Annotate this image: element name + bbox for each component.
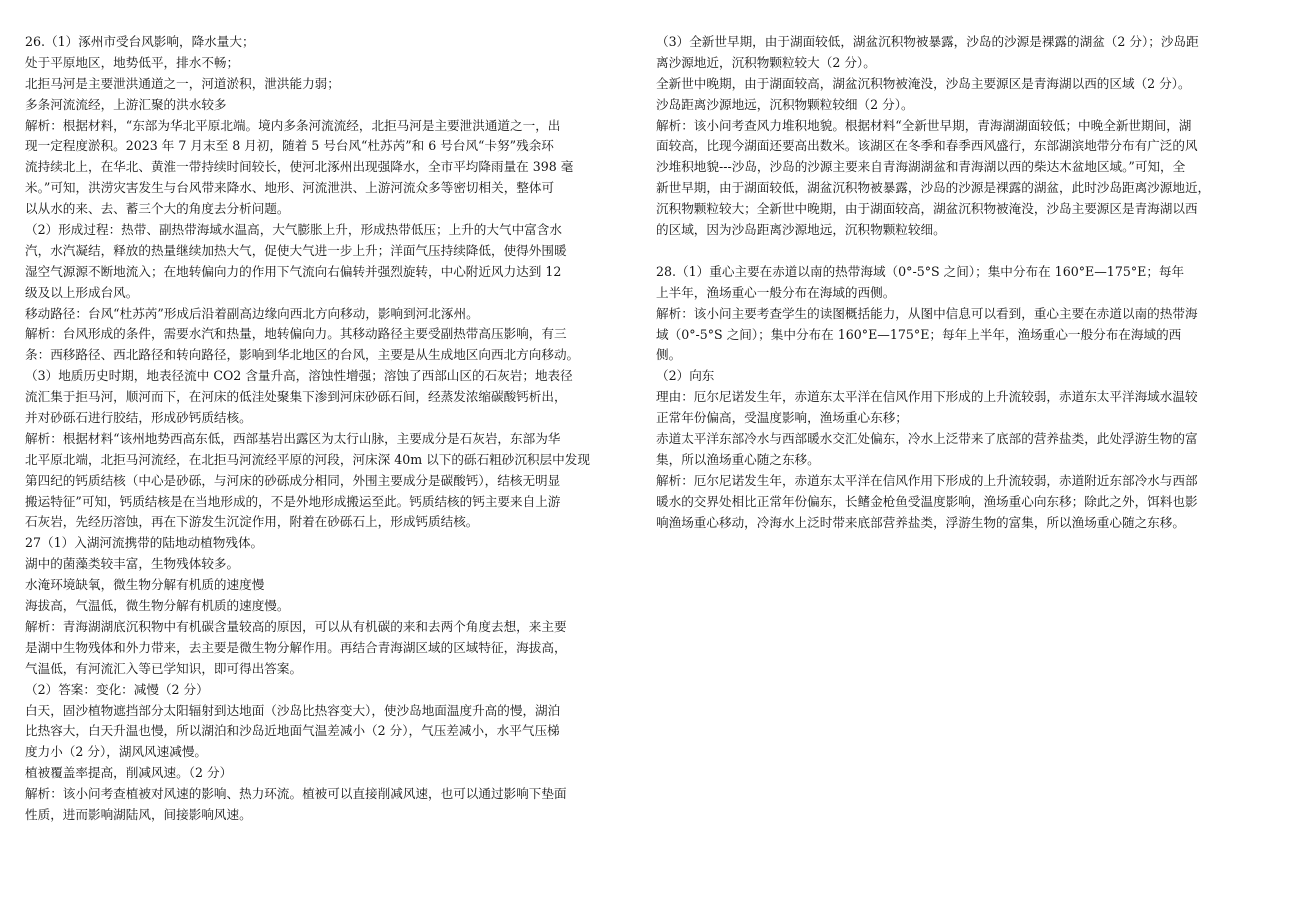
right-column-text-line: 沙堆积地貌---沙岛，沙岛的沙源主要来自青海湖湖盆和青海湖以西的柴达木盆地区域。”可知，全 <box>656 159 1186 175</box>
right-column-text-line: 沙岛距离沙源地远，沉积物颗粒较细（2 分）。 <box>656 96 914 112</box>
right-column-text-line: 解析：该小问主要考查学生的读图概括能力，从图中信息可以看到，重心主要在赤道以南的热带海 <box>656 305 1198 321</box>
left-column-text-line: 植被覆盖率提高，削减风速。（2 分） <box>25 765 233 781</box>
right-column-text-line: （2）向东 <box>656 368 715 384</box>
left-column-text-line: 26.（1）涿州市受台风影响，降水量大； <box>25 34 255 49</box>
left-column-text-line: 北拒马河是主要泄洪通道之一，河道淤积，泄洪能力弱； <box>25 75 340 91</box>
left-column <box>25 32 631 826</box>
left-column-text-line: 以从水的来、去、蓄三个大的角度去分析问题。 <box>25 201 290 217</box>
left-column-text-line: 解析：根据材料，“东部为华北平原北端。境内多条河流流经，北拒马河是主要泄洪通道之一，出 <box>25 117 561 133</box>
left-column-text-line: 海拔高，气温低，微生物分解有机质的速度慢。 <box>25 598 290 614</box>
left-column-text-line: 湖中的菌藻类较丰富，生物残体较多。 <box>25 556 240 572</box>
right-column-text-line: 响渔场重心移动，冷海水上泛时带来底部营养盐类，浮游生物的富集，所以渔场重心随之东移。 <box>656 514 1185 530</box>
left-column-text-line: 水淹环境缺氧，微生物分解有机质的速度慢 <box>25 577 265 593</box>
left-column-text-line: 移动路径：台风“杜苏芮”形成后沿着副高边缘向西北方向移动，影响到河北涿州。 <box>25 305 479 321</box>
right-column-text-line: （3）全新世早期，由于湖面较低，湖盆沉积物被暴露，沙岛的沙源是裸露的湖盆（2 分）；沙岛距 <box>656 34 1199 49</box>
right-column-text-line: 全新世中晚期，由于湖面较高，湖盆沉积物被淹没，沙岛主要源区是青海湖以西的区域（2 分）。 <box>656 75 1191 91</box>
left-column-text-line: 条：西移路径、西北路径和转向路径，影响到华北地区的台风，主要是从生成地区向西北方向移动。 <box>25 347 580 363</box>
right-column-text-line: 正常年份偏高，受温度影响，渔场重心东移； <box>656 410 908 426</box>
left-column-text-line: 度力小（2 分），湖风风速减慢。 <box>25 744 208 760</box>
left-column-text-line: （2）形成过程：热带、副热带海域水温高，大气膨胀上升，形成热带低压；上升的大气中富含水 <box>25 222 562 238</box>
right-column-text-line: 沉积物颗粒较大；全新世中晚期，由于湖面较高，湖盆沉积物被淹没，沙岛主要源区是青海湖以西 <box>656 201 1198 217</box>
left-column-text-line: 性质，进而影响湖陆风，间接影响风速。 <box>25 806 252 822</box>
right-column-text-line: 侧。 <box>656 347 682 363</box>
left-column-text-line: 流持续北上，在华北、黄淮一带持续时间较长，使河北涿州出现强降水，全市平均降雨量在 398 毫 <box>25 159 574 175</box>
left-column-text-line: 27（1）入湖河流携带的陆地动植物残体。 <box>25 535 264 551</box>
right-column-text-line: 集，所以渔场重心随之东移。 <box>656 451 820 467</box>
left-column-text-line: 是湖中生物残体和外力带来，去主要是微生物分解作用。再结合青海湖区域的区域特征，海拔高， <box>25 639 567 655</box>
left-column-text-line: （3）地质历史时期，地表径流中 CO2 含量升高，溶蚀性增强；溶蚀了西部山区的石灰岩；地表径 <box>25 368 573 384</box>
right-column-text-line: 离沙源地近，沉积物颗粒较大（2 分）。 <box>656 54 876 70</box>
left-column-text-line: 现一定程度淤积。2023 年 7 月末至 8 月初，随着 5 号台风“杜苏芮”和 6 号台风“卡努”残余环 <box>25 138 554 154</box>
right-column-text-line: 的区域，因为沙岛距离沙源地远，沉积物颗粒较细。 <box>656 222 946 238</box>
left-column-text-line: 比热容大，白天升温也慢，所以湖泊和沙岛近地面气温差减小（2 分），气压差减小，水平气压梯 <box>25 723 560 739</box>
right-column-text-line: 面较高，比现今湖面还要高出数米。该湖区在冬季和春季西风盛行，东部湖滨地带分布有广泛的风 <box>656 138 1198 154</box>
right-column-text-line: 解析：该小问考查风力堆积地貌。根据材料“全新世早期，青海湖湖面较低；中晚全新世期间，湖 <box>656 117 1192 133</box>
right-column-text-line: 赤道太平洋东部冷水与西部暖水交汇处偏东，冷水上泛带来了底部的营养盐类，此处浮游生物的富 <box>656 431 1198 447</box>
left-column-text-line: 气温低，有河流汇入等已学知识，即可得出答案。 <box>25 660 303 676</box>
left-column-text-line: 处于平原地区，地势低平，排水不畅； <box>25 54 240 70</box>
right-column-text-line: 域（0°-5°S 之间）；集中分布在 160°E—175°E；每年上半年，渔场重心一般分布在海域的西 <box>656 326 1182 342</box>
left-column-text-line: 米。”可知，洪涝灾害发生与台风带来降水、地形、河流泄洪、上游河流众多等密切相关，整体可 <box>25 180 555 196</box>
right-column-text-line: 上半年，渔场重心一般分布在海域的西侧。 <box>656 284 896 300</box>
left-column-text-line: 搬运特征”可知，钙质结核是在当地形成的，不是外地形成搬运至此。钙质结核的钙主要来自上游 <box>25 493 561 509</box>
left-column-text-line: 流汇集于拒马河，顺河而下，在河床的低洼处聚集下渗到河床砂砾石间，经蒸发浓缩碳酸钙析出， <box>25 389 567 405</box>
right-column <box>656 32 1264 533</box>
right-column-text-line: 暖水的交界处相比正常年份偏东，长鳍金枪鱼受温度影响，渔场重心向东移；除此之外，饵料也影 <box>656 493 1198 509</box>
right-column-text-line: 理由：厄尔尼诺发生年，赤道东太平洋在信风作用下形成的上升流较弱，赤道东太平洋海域水温较 <box>656 389 1198 405</box>
left-column-text-line: 石灰岩，先经历溶蚀，再在下游发生沉淀作用，附着在砂砾石上，形成钙质结核。 <box>25 514 479 530</box>
right-column-text-line: 解析：厄尔尼诺发生年，赤道东太平洋在信风作用下形成的上升流较弱，赤道附近东部冷水与西部 <box>656 472 1198 488</box>
left-column-text-line: 白天，固沙植物遮挡部分太阳辐射到达地面（沙岛比热容变大），使沙岛地面温度升高的慢，湖泊 <box>25 702 561 718</box>
right-column-text-line: 新世早期，由于湖面较低，湖盆沉积物被暴露，沙岛的沙源是裸露的湖盆，此时沙岛距离沙源地近， <box>656 180 1211 196</box>
left-column-text-line: 解析：根据材料“该州地势西高东低，西部基岩出露区为太行山脉，主要成分是石灰岩，东部为华 <box>25 430 561 446</box>
left-column-text-line: 解析：该小问考查植被对风速的影响、热力环流。植被可以直接削减风速，也可以通过影响下垫面 <box>25 786 567 802</box>
left-column-text-line: 解析：台风形成的条件，需要水汽和热量，地转偏向力。其移动路径主要受副热带高压影响，有三 <box>25 326 567 342</box>
left-column-text-line: 北平原北端，北拒马河流经，在北拒马河流经平原的河段，河床深 40m 以下的砾石粗砂沉积层中发现 <box>25 451 590 467</box>
left-column-text-line: 解析：青海湖湖底沉积物中有机碳含量较高的原因，可以从有机碳的来和去两个角度去想，来主要 <box>25 618 567 634</box>
right-column-text-line <box>656 241 1264 262</box>
right-column-text-line: 28.（1）重心主要在赤道以南的热带海域（0°-5°S 之间）；集中分布在 160°E—175°E；每年 <box>656 263 1185 279</box>
left-column-text-line: 并对砂砾石进行胶结，形成砂钙质结核。 <box>25 410 252 426</box>
left-column-text-line: 级及以上形成台风。 <box>25 284 139 300</box>
left-column-text-line: 汽，水汽凝结，释放的热量继续加热大气，促使大气进一步上升；洋面气压持续降低，使得外围暖 <box>25 242 567 258</box>
left-column-text-line: 多条河流流经，上游汇聚的洪水较多 <box>25 96 227 112</box>
left-column-text-line: 第四纪的钙质结核（中心是砂砾，与河床的砂砾成分相同，外围主要成分是碳酸钙），结核无明显 <box>25 472 561 488</box>
left-column-text-line: 湿空气源源不断地流入；在地转偏向力的作用下气流向右偏转并强烈旋转，中心附近风力达到 12 <box>25 263 562 279</box>
left-column-text-line: （2）答案：变化：减慢（2 分） <box>25 681 209 697</box>
